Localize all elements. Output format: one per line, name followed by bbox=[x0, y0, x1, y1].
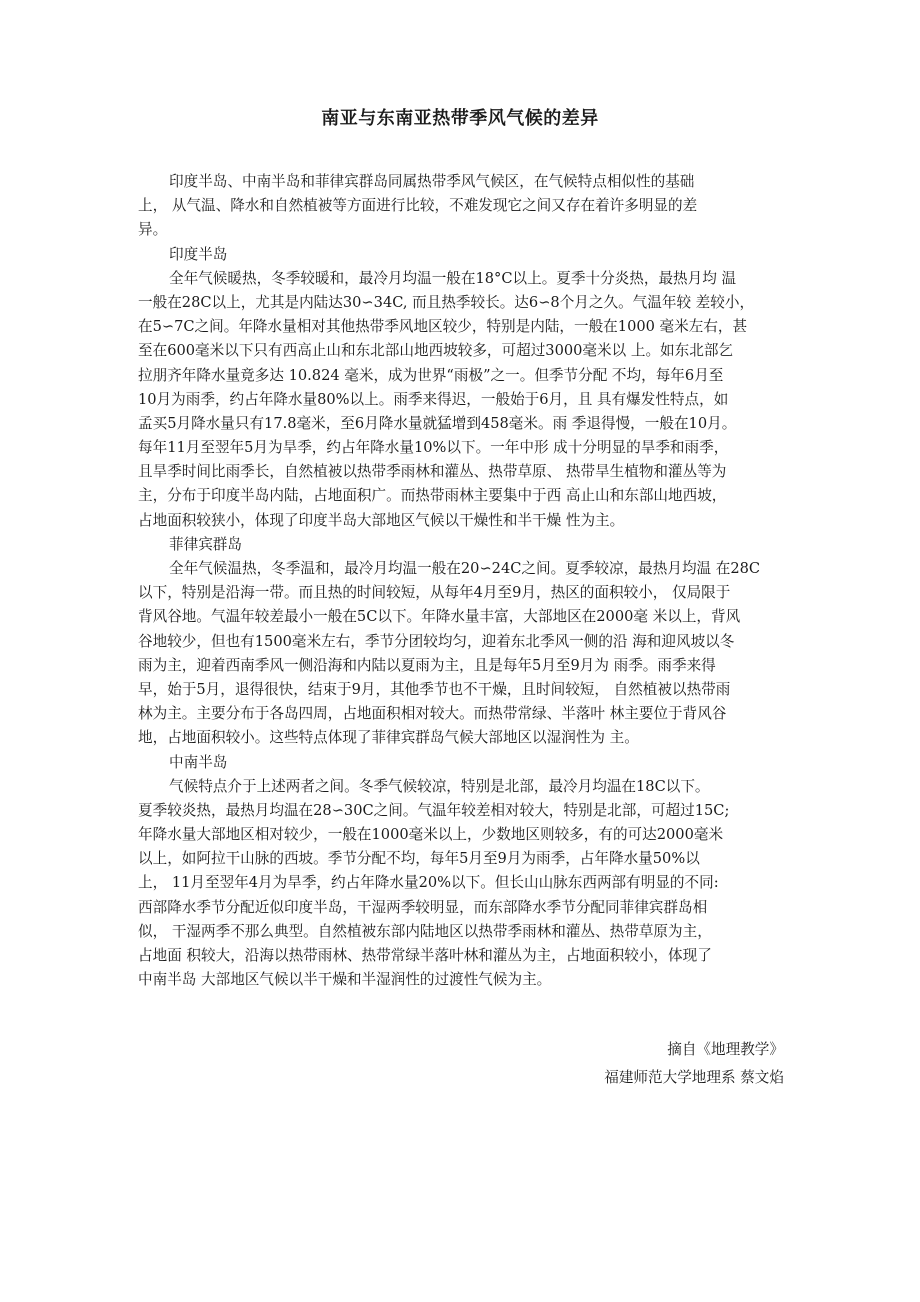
text-line: 林为主。主要分布于各岛四周，占地面积相对较大。而热带常绿、半落叶 林主要位于背风谷 bbox=[138, 705, 727, 723]
text-line: 年降水量大部地区相对较少，一般在1000毫米以上，少数地区则较多，有的可达2000毫米 bbox=[138, 826, 724, 844]
text-line: 中南半岛 大部地区气候以半干燥和半湿润性的过渡性气候为主。 bbox=[138, 971, 552, 989]
text-line: 且旱季时间比雨季长，自然植被以热带季雨林和灌丛、热带草原、 热带旱生植物和灌丛等为 bbox=[138, 463, 727, 481]
text-line: 每年11月至翌年5月为旱季，约占年降水量10%以下。一年中形 成十分明显的旱季和雨季， bbox=[138, 439, 729, 457]
text-line: 谷地较少，但也有1500毫米左右，季节分团较均匀，迎着东北季风一侧的沿 海和迎风坡以冬 bbox=[138, 632, 735, 650]
text-line: 似， 干湿两季不那么典型。自然植被东部内陆地区以热带季雨林和灌丛、热带草原为主， bbox=[138, 922, 712, 940]
text-line: 菲律宾群岛 bbox=[169, 535, 242, 553]
text-line: 西部降水季节分配近似印度半岛，干湿两季较明显，而东部降水季节分配同菲律宾群岛相 bbox=[138, 898, 708, 916]
text-line: 全年气候暖热，冬季较暖和，最冷月均温一般在18°C以上。夏季十分炎热，最热月均 温 bbox=[169, 269, 737, 287]
text-line: 主，分布于印度半岛内陆，占地面积广。而热带雨林主要集中于西 高止山和东部山地西坡， bbox=[138, 487, 727, 505]
text-line: 上， 从气温、降水和自然植被等方面进行比较，不难发现它之间又存在着许多明显的差 bbox=[138, 197, 698, 215]
text-line: 拉朋齐年降水量竟多达 10.824 毫米，成为世界“雨极”之一。但季节分配 不均，每年6月至 bbox=[138, 366, 724, 384]
text-line: 占地面积较狭小，体现了印度半岛大部地区气候以干燥性和半干燥 性为主。 bbox=[138, 511, 625, 529]
text-line: 以上，如阿拉干山脉的西坡。季节分配不均，每年5月至9月为雨季，占年降水量50%以 bbox=[138, 850, 700, 868]
source-citation: 摘自《地理教学》 bbox=[667, 1041, 784, 1058]
text-line: 气候特点介于上述两者之间。冬季气候较凉，特别是北部，最冷月均温在18C以下。 bbox=[169, 777, 710, 795]
text-line: 早，始于5月，退得很快，结束于9月，其他季节也不干燥，且时间较短， 自然植被以热带雨 bbox=[138, 680, 731, 698]
text-line: 在5∽7C之间。年降水量相对其他热带季风地区较少，特别是内陆，一般在1000 毫米左右，甚 bbox=[138, 318, 748, 336]
text-line: 印度半岛、中南半岛和菲律宾群岛同属热带季风气候区，在气候特点相似性的基础 bbox=[169, 173, 695, 190]
text-line: 至在600毫米以下只有西高止山和东北部山地西坡较多，可超过3000毫米以 上。如东北部乞 bbox=[138, 342, 734, 360]
document-body bbox=[138, 170, 810, 992]
text-line: 印度半岛 bbox=[169, 245, 228, 263]
text-line: 全年气候温热，冬季温和，最冷月均温一般在20∽24C之间。夏季较凉，最热月均温 在28C bbox=[169, 560, 761, 577]
text-line: 以下，特别是沿海一带。而且热的时间较短，从每年4月至9月，热区的面积较小， 仅局限于 bbox=[138, 584, 731, 602]
text-line: 中南半岛 bbox=[169, 753, 228, 771]
text-line: 一般在28C以上，尤其是内陆达30∽34C, 而且热季较长。达6∽8个月之久。气温年较 差较小， bbox=[138, 293, 755, 311]
text-line: 雨为主，迎着西南季风一侧沿海和内陆以夏雨为主，且是每年5月至9月为 雨季。雨季来得 bbox=[138, 656, 716, 674]
text-line: 背风谷地。气温年较差最小一般在5C以下。年降水量丰富，大部地区在2000毫 米以上，背风 bbox=[138, 608, 741, 626]
text-line: 异。 bbox=[138, 221, 168, 239]
text-line: 上， 11月至翌年4月为旱季，约占年降水量20%以下。但长山山脉东西两部有明显的不同: bbox=[138, 874, 719, 892]
text-line: 10月为雨季，约占年降水量80%以上。雨季来得迟，一般始于6月，且 具有爆发性特点，如 bbox=[138, 390, 729, 408]
text-line: 占地面 积较大，沿海以热带雨林、热带常绿半落叶林和灌丛为主，占地面积较小，体现了 bbox=[138, 947, 712, 964]
author-attribution: 福建师范大学地理系 蔡文焰 bbox=[604, 1069, 784, 1086]
document-title: 南亚与东南亚热带季风气候的差异 bbox=[321, 108, 599, 129]
text-line: 地，占地面积较小。这些特点体现了菲律宾群岛气候大部地区以湿润性为 主。 bbox=[138, 729, 639, 747]
text-line: 夏季较炎热，最热月均温在28∽30C之间。气温年较差相对较大，特别是北部，可超过15C; bbox=[138, 801, 730, 819]
text-line: 孟买5月降水量只有17.8毫米，至6月降水量就猛增到458毫米。雨 季退得慢，一般在10月。 bbox=[138, 414, 737, 432]
